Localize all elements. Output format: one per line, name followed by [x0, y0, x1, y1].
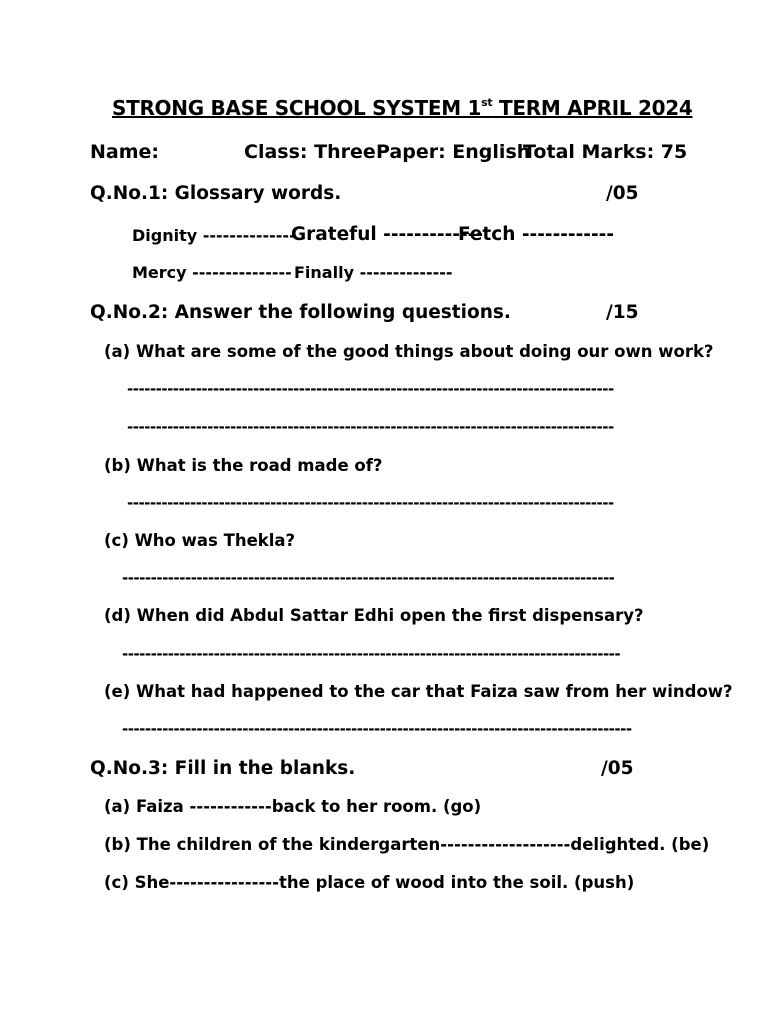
answer-line-c: --------------------------------------------------------------------------------------	[122, 569, 615, 587]
answer-line-b: -------------------------------------------------------------------------------------	[127, 494, 614, 512]
title-rest: TERM APRIL 2024	[492, 96, 693, 120]
glossary-word-grateful: Grateful -------------	[291, 224, 484, 245]
q2-marks: /15	[606, 302, 639, 323]
title-main: STRONG BASE SCHOOL SYSTEM 1	[112, 96, 482, 120]
answer-line-e: -----------------------------------------------------------------------------------------	[122, 720, 632, 738]
fill-blank-a: (a) Faiza ------------back to her room. (go)	[104, 797, 482, 816]
fill-blank-c: (c) She----------------the place of wood into the soil. (push)	[104, 873, 635, 892]
q2-heading: Q.No.2: Answer the following questions.	[90, 302, 511, 323]
title-superscript: st	[481, 96, 493, 109]
fill-blank-b: (b) The children of the kindergarten-------------------delighted. (be)	[104, 835, 710, 854]
glossary-word-finally: Finally --------------	[294, 263, 453, 282]
answer-line-a1: -------------------------------------------------------------------------------------	[127, 380, 614, 398]
answer-line-d: ---------------------------------------------------------------------------------------	[122, 645, 621, 663]
name-label: Name:	[90, 141, 160, 163]
q3-marks: /05	[601, 758, 634, 779]
answer-line-a2: -------------------------------------------------------------------------------------	[127, 418, 614, 436]
class-label: Class: Three	[244, 141, 376, 163]
q1-marks: /05	[606, 183, 639, 204]
paper-label: Paper: English	[376, 141, 531, 163]
question-a: (a) What are some of the good things about doing our own work?	[104, 342, 714, 361]
page-title	[112, 96, 692, 120]
glossary-word-mercy: Mercy ---------------	[132, 263, 292, 282]
question-e: (e) What had happened to the car that Faiza saw from her window?	[104, 682, 733, 701]
total-marks-label: Total Marks: 75	[523, 141, 688, 163]
question-d: (d) When did Abdul Sattar Edhi open the first dispensary?	[104, 606, 644, 625]
glossary-word-dignity: Dignity --------------	[132, 226, 296, 245]
q1-heading: Q.No.1: Glossary words.	[90, 183, 342, 204]
glossary-word-fetch: Fetch ------------	[458, 224, 614, 245]
q3-heading: Q.No.3: Fill in the blanks.	[90, 758, 356, 779]
question-b: (b) What is the road made of?	[104, 456, 383, 475]
question-c: (c) Who was Thekla?	[104, 531, 296, 550]
